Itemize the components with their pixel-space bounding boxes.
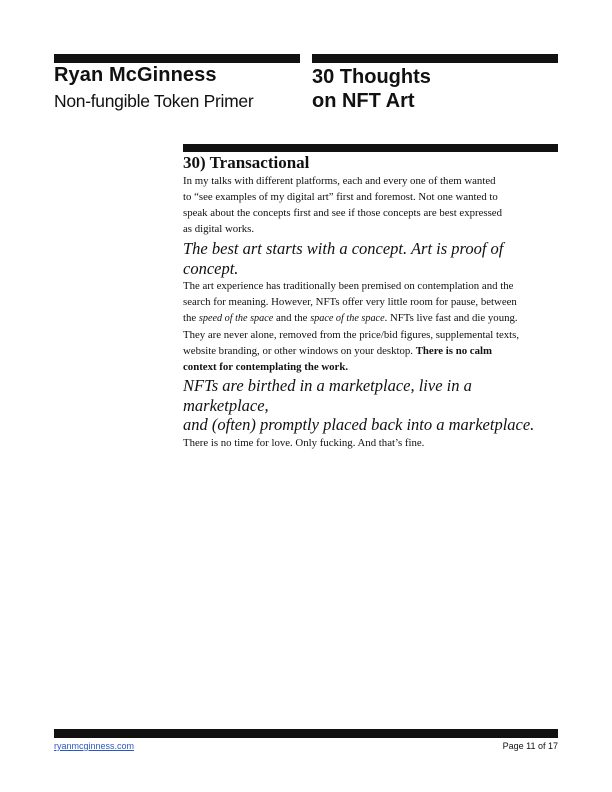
body-line-3-pre: the xyxy=(183,312,199,324)
series-title-line-2: on NFT Art xyxy=(312,90,415,112)
header-rule-left xyxy=(54,54,300,63)
body-line-2: search for meaning. However, NFTs offer very little room for pause, between xyxy=(183,296,517,308)
space-of-space-phrase: space of the space xyxy=(310,313,385,324)
body-line-3-post: . NFTs live fast and die young. xyxy=(384,312,518,324)
section-content xyxy=(183,153,561,451)
intro-line-3: speak about the concepts first and see if those concepts are best expressed xyxy=(183,207,502,219)
bold-statement-part-2: context for contemplating the work. xyxy=(183,361,349,373)
website-link[interactable]: ryanmcginness.com xyxy=(54,741,135,751)
intro-line-4: as digital works. xyxy=(183,223,255,235)
intro-line-1: In my talks with different platforms, each and every one of them wanted xyxy=(183,175,496,187)
pull-quote-marketplace xyxy=(183,376,561,435)
body-line-4: They are never alone, removed from the price/bid figures, supplemental texts, xyxy=(183,329,520,341)
series-title-line-1: 30 Thoughts xyxy=(312,66,431,88)
body-line-5-pre: website branding, or other windows on your desktop. xyxy=(183,345,416,357)
author-name: Ryan McGinness xyxy=(54,64,217,86)
pull-quote-marketplace-line-2: and (often) promptly placed back into a marketplace. xyxy=(183,415,535,434)
pull-quote-concept: The best art starts with a concept. Art is proof of concept. xyxy=(183,239,504,278)
section-heading: 30) Transactional xyxy=(183,153,310,172)
footer-rule xyxy=(54,729,558,738)
intro-line-2: to “see examples of my digital art” first and foremost. Not one wanted to xyxy=(183,191,498,203)
body-paragraph xyxy=(183,278,561,375)
body-line-3-mid: and the xyxy=(273,312,311,324)
intro-paragraph xyxy=(183,173,561,237)
speed-of-space-phrase: speed of the space xyxy=(198,313,274,324)
bold-statement-part-1: There is no calm xyxy=(415,345,492,357)
section-rule xyxy=(183,144,558,152)
pull-quote-marketplace-line-1: NFTs are birthed in a marketplace, live in a marketplace, xyxy=(183,376,472,415)
page-number: Page 11 of 17 xyxy=(502,741,558,751)
document-subtitle: Non-fungible Token Primer xyxy=(54,91,254,111)
series-title xyxy=(312,65,431,113)
header-rule-right xyxy=(312,54,558,63)
body-line-1: The art experience has traditionally been premised on contemplation and the xyxy=(183,280,514,292)
closing-line: There is no time for love. Only fucking. And that’s fine. xyxy=(183,436,425,449)
